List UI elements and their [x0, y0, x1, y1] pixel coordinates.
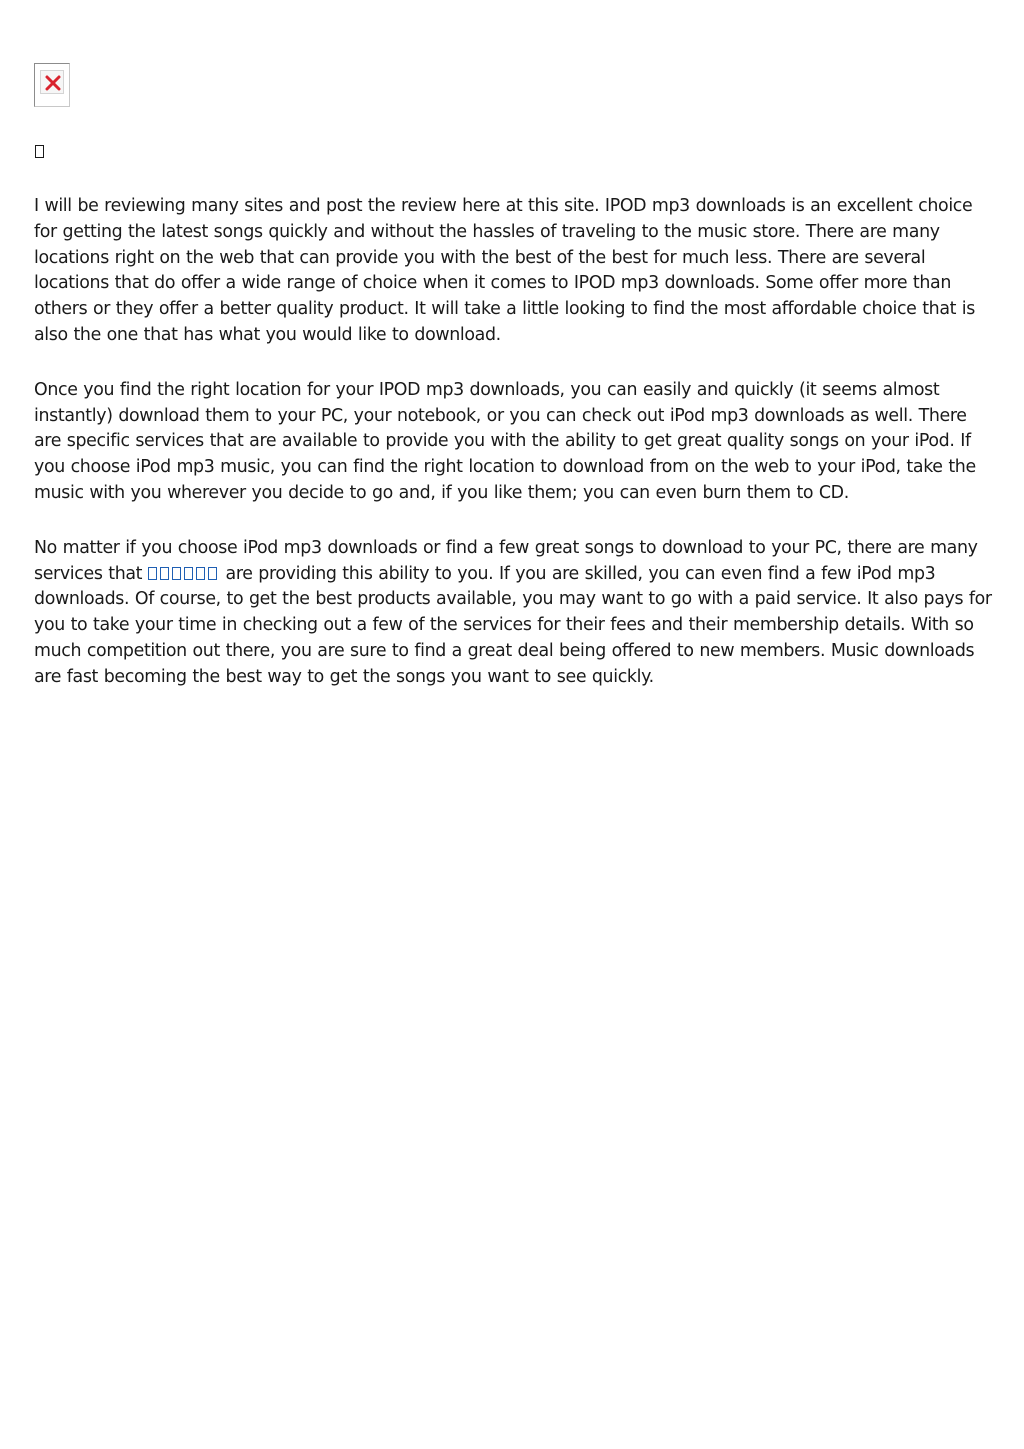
paragraph-3-after-link: are providing this ability to you. If you are skilled, you can even find a few iPod mp3 downloads. Of course, to get the best products available, you may want to go with a paid service. It also pays for you to take your time in checking out a few of the services for their fees and their membership details. With so much competition out there, you are sure to find a great deal being offered to new members. Music downloads are fast becoming the best way to get the songs you want to see quickly.: [34, 563, 992, 687]
broken-image-frame: [40, 70, 64, 94]
missing-glyph-icon: [208, 567, 217, 580]
missing-glyph-icon: [148, 567, 157, 580]
close-x-icon: [45, 75, 61, 91]
article-body: [34, 194, 992, 720]
paragraph-1: I will be reviewing many sites and post the review here at this site. IPOD mp3 downloads is an excellent choice for getting the latest songs quickly and without the hassles of traveling to the music store. There are many locations right on the web that can provide you with the best of the best for much less. There are several locations that do offer a wide range of choice when it comes to IPOD mp3 downloads. Some offer more than others or they offer a better quality product. It will take a little looking to find the most affordable choice that is also the one that has what you would like to download.: [34, 196, 975, 345]
missing-glyph-icon: [184, 567, 193, 580]
services-link[interactable]: [148, 564, 220, 584]
missing-glyph-icon: [35, 145, 44, 158]
paragraph-2: Once you find the right location for your IPOD mp3 downloads, you can easily and quickly (it seems almost instantly) download them to your PC, your notebook, or you can check out iPod mp3 downloads as well. There are specific services that are available to provide you with the ability to get great quality songs on your iPod. If you choose iPod mp3 music, you can find the right location to download from on the web to your iPod, take the music with you wherever you decide to go and, if you like them; you can even burn them to CD.: [34, 379, 976, 503]
missing-glyph-icon: [196, 567, 205, 580]
paragraph-3-before-link: No matter if you choose iPod mp3 downloads or find a few great songs to download to your PC, there are many services that: [34, 537, 978, 584]
broken-image-icon: [34, 63, 70, 107]
missing-glyph-icon: [160, 567, 169, 580]
paragraph-3: [34, 536, 992, 691]
missing-glyph-icon: [172, 567, 181, 580]
